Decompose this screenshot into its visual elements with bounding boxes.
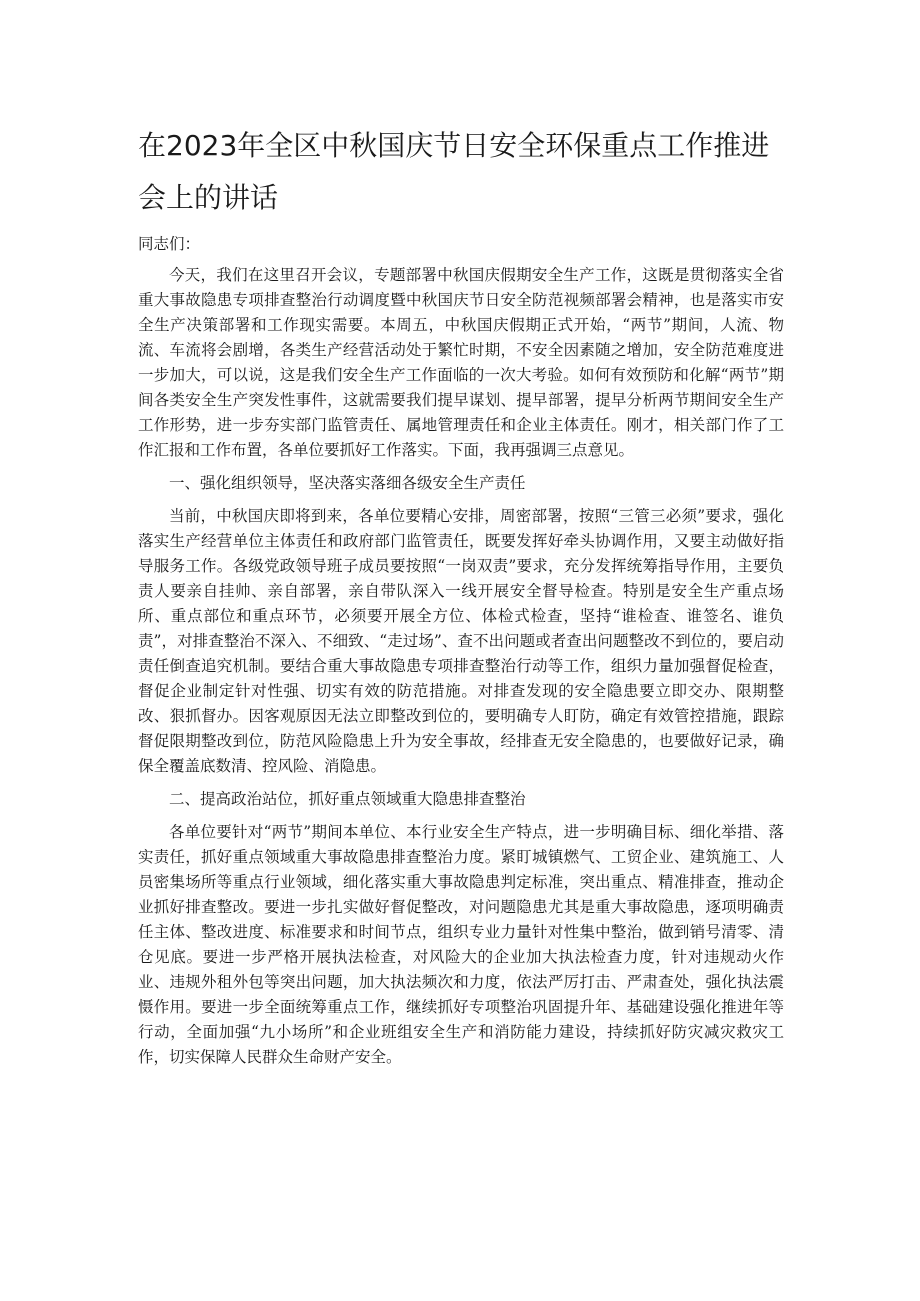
document-title: 在2023年全区中秋国庆节日安全环保重点工作推进会上的讲话 <box>138 129 770 214</box>
salutation: 同志们： <box>138 235 201 253</box>
section-1-body: 当前，中秋国庆即将到来，各单位要精心安排，周密部署，按照“三管三必须”要求，强化落实生产经营单位主体责任和政府部门监管责任，既要发挥好牵头协调作用，又要主动做好指导服务工作。各级党政领导班子成员要按照“一岗双责”要求，充分发挥统筹指导作用，主要负责人要亲自挂帅、亲自部署，亲自带队深入一线开展安全督导检查。特别是安全生产重点场所、重点部位和重点环节，必须要开展全方位、体检式检查，坚持“谁检查、谁签名、谁负责”，对排查整治不深入、不细致、“走过场”、查不出问题或者查出问题整改不到位的，要启动责任倒查追究机制。要结合重大事故隐患专项排查整治行动等工作，组织力量加强督促检查，督促企业制定针对性强、切实有效的防范措施。对排查发现的安全隐患要立即交办、限期整改、狠抓督办。因客观原因无法立即整改到位的，要明确专人盯防，确定有效管控措施，跟踪督促限期整改到位，防范风险隐患上升为安全事故，经排查无安全隐患的，也要做好记录，确保全覆盖底数清、控风险、消隐患。 <box>138 507 784 775</box>
section-2-body: 各单位要针对“两节”期间本单位、本行业安全生产特点，进一步明确目标、细化举措、落实责任，抓好重点领域重大事故隐患排查整治力度。紧盯城镇燃气、工贸企业、建筑施工、人员密集场所等重点行业领域，细化落实重大事故隐患判定标准，突出重点、精准排查，推动企业抓好排查整改。要进一步扎实做好督促整改，对问题隐患尤其是重大事故隐患，逐项明确责任主体、整改进度、标准要求和时间节点，组织专业力量针对性集中整治，做到销号清零、清仓见底。要进一步严格开展执法检查，对风险大的企业加大执法检查力度，针对违规动火作业、违规外租外包等突出问题，加大执法频次和力度，依法严厉打击、严肃查处，强化执法震慑作用。要进一步全面统筹重点工作，继续抓好专项整治巩固提升年、基础建设强化推进年等行动，全面加强“九小场所”和企业班组安全生产和消防能力建设，持续抓好防灾减灾救灾工作，切实保障人民群众生命财产安全。 <box>138 823 784 1066</box>
document-page <box>138 120 784 1078</box>
intro-paragraph: 今天，我们在这里召开会议，专题部署中秋国庆假期安全生产工作，这既是贯彻落实全省重大事故隐患专项排查整治行动调度暨中秋国庆节日安全防范视频部署会精神，也是落实市安全生产决策部署和工作现实需要。本周五，中秋国庆假期正式开始，“两节”期间，人流、物流、车流将会剧增，各类生产经营活动处于繁忙时期，不安全因素随之增加，安全防范难度进一步加大，可以说，这是我们安全生产工作面临的一次大考验。如何有效预防和化解“两节”期间各类安全生产突发性事件，这就需要我们提早谋划、提早部署，提早分析两节期间安全生产工作形势，进一步夯实部门监管责任、属地管理责任和企业主体责任。刚才，相关部门作了工作汇报和工作布置，各单位要抓好工作落实。下面，我再强调三点意见。 <box>138 266 784 459</box>
section-2-heading: 二、提高政治站位，抓好重点领域重大隐患排查整治 <box>169 790 526 808</box>
section-1-heading: 一、强化组织领导，坚决落实落细各级安全生产责任 <box>169 474 526 492</box>
